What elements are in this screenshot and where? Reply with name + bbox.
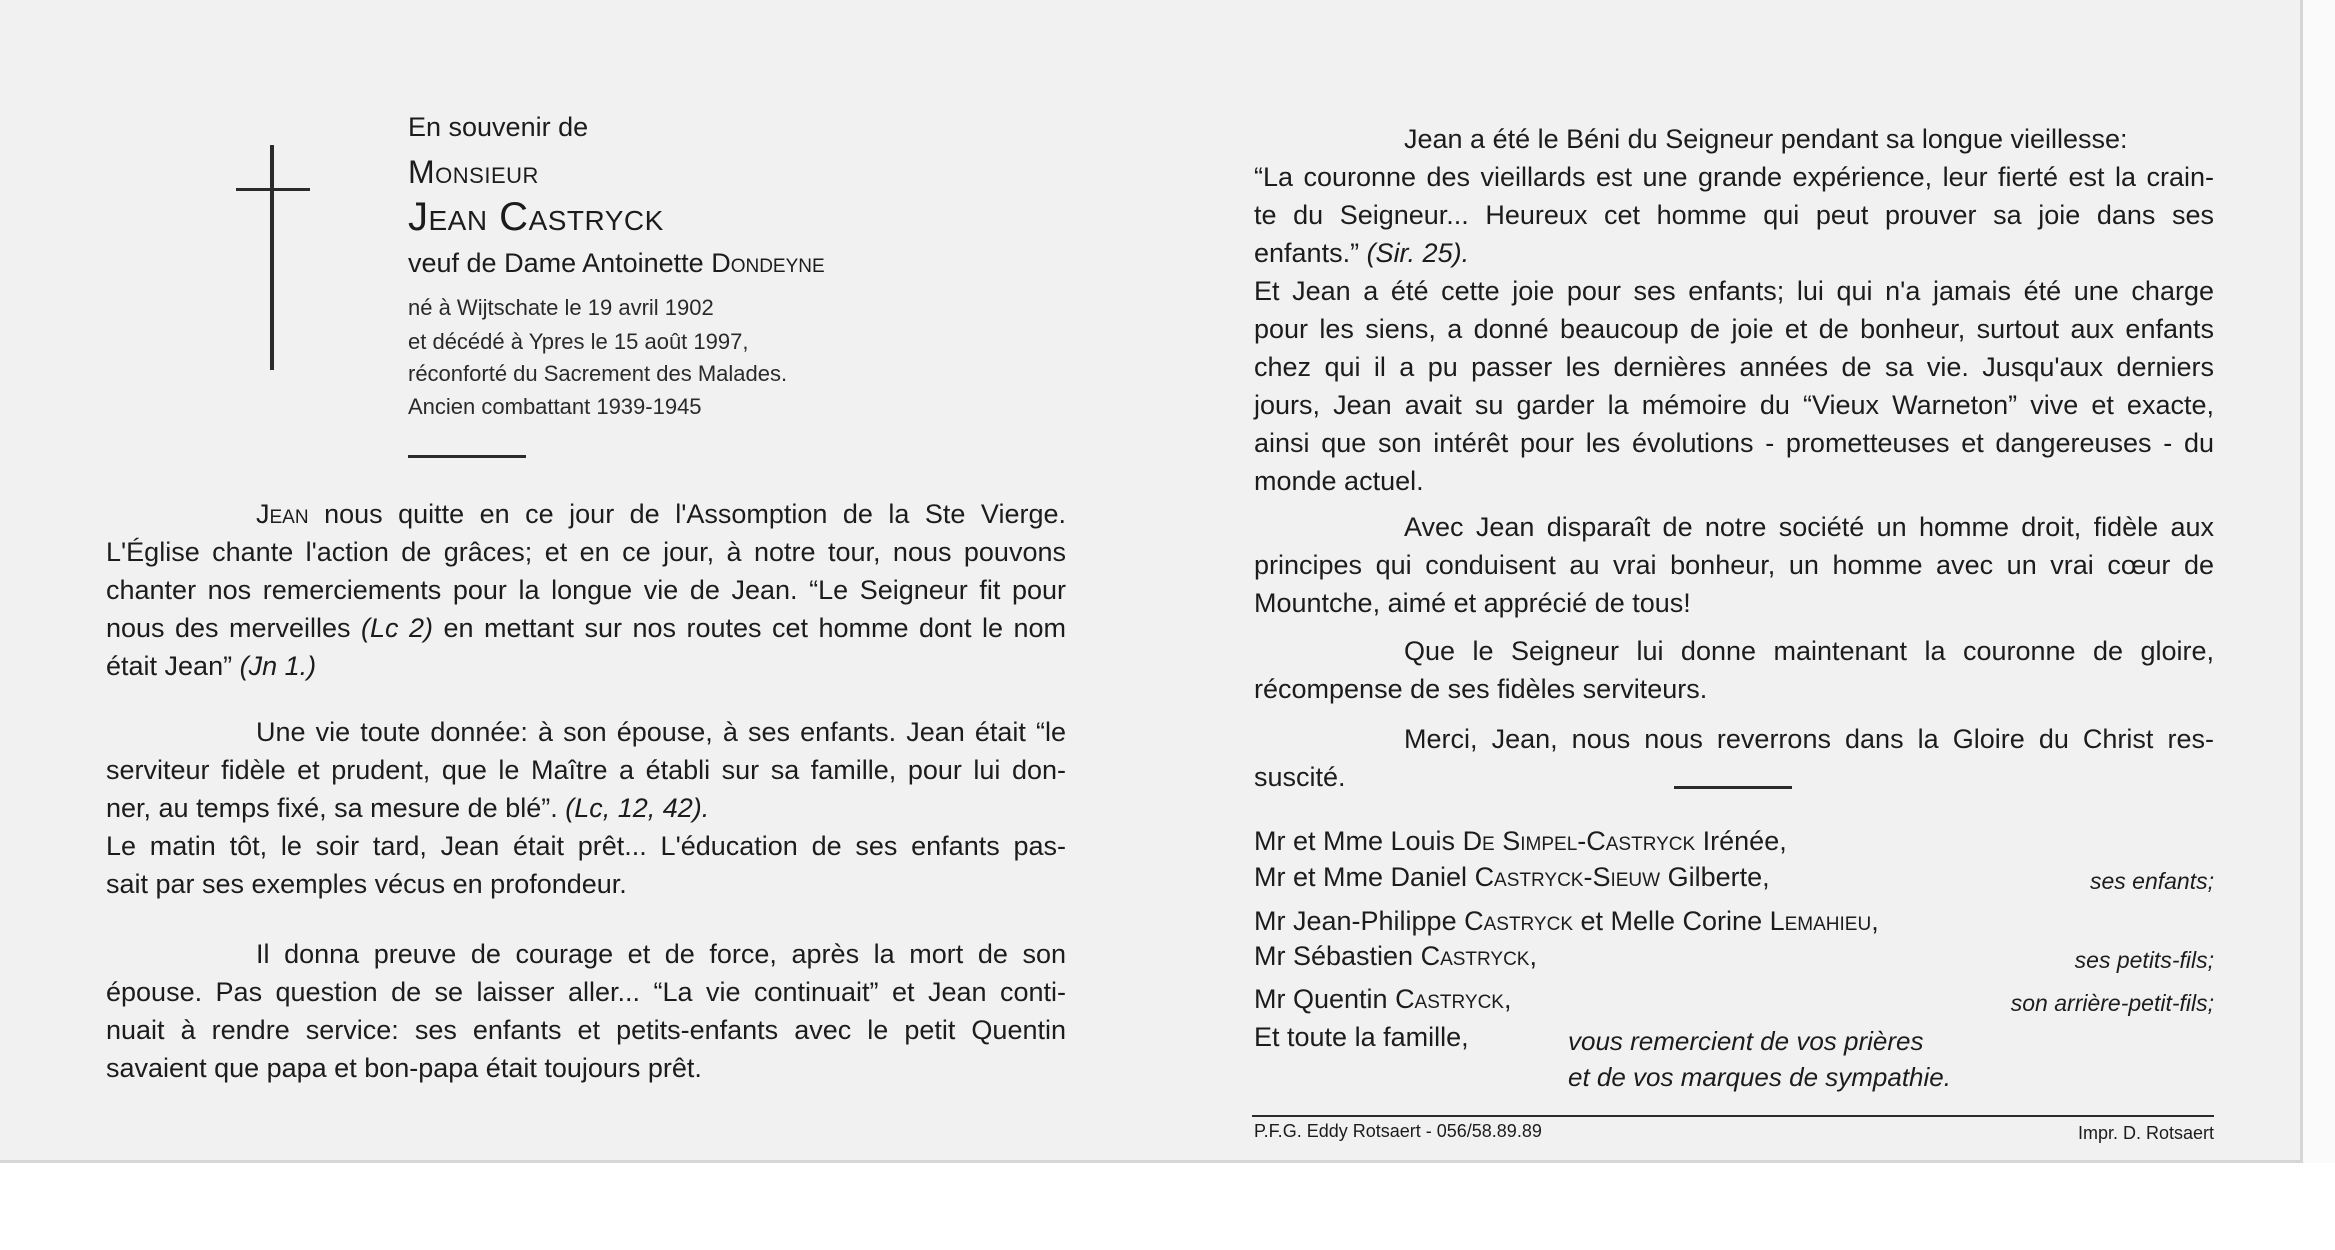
thanks-line-2: et de vos marques de sympathie. xyxy=(1568,1062,1951,1092)
scan-edge xyxy=(2303,0,2335,1170)
text-span: était Jean” xyxy=(106,651,240,681)
citation: (Sir. 25). xyxy=(1366,238,1470,268)
right-paragraph-4 xyxy=(1254,720,2214,796)
text-line: suscité. xyxy=(1254,762,1346,792)
text-line xyxy=(106,609,1066,647)
left-paragraph-1 xyxy=(106,495,1066,685)
citation: (Jn 1.) xyxy=(239,651,317,681)
text-line: chez qui il a pu passer les dernières années de sa vie. Jusqu'aux derniers xyxy=(1254,352,2214,382)
text-span: nous quitte en ce jour de l'Assomption de la Ste Vierge. xyxy=(308,499,1066,529)
text-line: Merci, Jean, nous nous reverrons dans la Gloire du Christ res- xyxy=(1404,724,2214,754)
text-span: Gilberte, xyxy=(1660,862,1770,892)
widower-surname: Dondeyne xyxy=(711,248,825,278)
text-span: , xyxy=(1503,984,1512,1014)
family-line-2 xyxy=(1254,858,1770,896)
text-line xyxy=(106,495,1066,533)
text-span: nous des merveilles xyxy=(106,613,362,643)
text-line: Jean a été le Béni du Seigneur pendant sa longue vieillesse: xyxy=(1404,124,2128,154)
left-paragraph-3 xyxy=(106,935,1066,1087)
surname: Castryck-Sieuw xyxy=(1474,862,1661,892)
text-span: Mr Sébastien xyxy=(1254,941,1421,971)
sacrament-line: réconforté du Sacrement des Malades. xyxy=(408,361,788,386)
thanks-line-1: vous remercient de vos prières xyxy=(1568,1026,1924,1056)
text-span: , xyxy=(1871,906,1879,936)
text-line: te du Seigneur... Heureux cet homme qui peut prouver sa joie dans ses xyxy=(1254,200,2214,230)
text-line: monde actuel. xyxy=(1254,466,1424,496)
cross-icon-bar xyxy=(236,188,310,191)
text-span: en mettant sur nos routes cet homme dont le nom xyxy=(433,613,1066,643)
text-line: “La couronne des vieillards est une grande expérience, leur fierté est la crain- xyxy=(1254,162,2214,192)
citation: (Lc, 12, 42). xyxy=(565,793,710,823)
title-monsieur: Monsieur xyxy=(408,154,539,190)
widower-line xyxy=(408,244,825,282)
text-line: L'Église chante l'action de grâces; et en ce jour, à notre tour, nous pouvons xyxy=(106,537,1066,567)
text-span: enfants.” xyxy=(1254,238,1367,268)
text-span: , xyxy=(1529,941,1537,971)
cross-icon xyxy=(270,145,274,370)
printer: Impr. D. Rotsaert xyxy=(2077,1123,2214,1143)
surname: Castryck xyxy=(1464,906,1573,936)
widower-text: veuf de Dame Antoinette xyxy=(408,248,712,278)
surname: Castryck xyxy=(1395,984,1504,1014)
text-line: sait par ses exemples vécus en profondeur. xyxy=(106,869,627,899)
text-span: et Melle Corine xyxy=(1573,906,1770,936)
right-paragraph-1 xyxy=(1254,120,2214,500)
footer-rule xyxy=(1252,1115,2214,1117)
text-line: Une vie toute donnée: à son épouse, à ses enfants. Jean était “le xyxy=(256,717,1066,747)
text-line: Il donna preuve de courage et de force, après la mort de son xyxy=(256,939,1066,969)
citation: (Lc 2) xyxy=(361,613,433,643)
family-line-6: Et toute la famille, xyxy=(1254,1022,1469,1052)
role-great-grandchild: son arrière-petit-fils; xyxy=(2010,990,2214,1016)
text-line: savaient que papa et bon-papa était toujours prêt. xyxy=(106,1053,702,1083)
right-paragraph-3 xyxy=(1254,632,2214,708)
family-line-5 xyxy=(1254,980,1511,1018)
funeral-home: P.F.G. Eddy Rotsaert - 056/58.89.89 xyxy=(1254,1121,1542,1141)
surname: De Simpel-Castryck xyxy=(1462,826,1696,856)
text-line: Que le Seigneur lui donne maintenant la couronne de gloire, xyxy=(1404,636,2214,666)
text-line xyxy=(106,647,1066,685)
death-line: et décédé à Ypres le 15 août 1997, xyxy=(408,329,749,354)
family-line-3 xyxy=(1254,902,1879,940)
text-line: nuait à rendre service: ses enfants et petits-enfants avec le petit Quentin xyxy=(106,1015,1066,1045)
family-divider xyxy=(1674,786,1792,789)
surname: Castryck xyxy=(1420,941,1530,971)
text-line: pour les siens, a donné beaucoup de joie et de bonheur, surtout aux enfants xyxy=(1254,314,2214,344)
text-line: Mountche, aimé et apprécié de tous! xyxy=(1254,588,1691,618)
text-line xyxy=(106,789,1066,827)
role-children: ses enfants; xyxy=(2089,868,2214,894)
deceased-name: Jean Castryck xyxy=(408,195,664,239)
left-paragraph-2 xyxy=(106,713,1066,903)
text-span: Mr Quentin xyxy=(1254,984,1396,1014)
text-line: Avec Jean disparaît de notre société un homme droit, fidèle aux xyxy=(1404,512,2214,542)
text-span: Mr et Mme Daniel xyxy=(1254,862,1475,892)
text-line: jours, Jean avait su garder la mémoire du “Vieux Warneton” vive et exacte, xyxy=(1254,390,2214,420)
souvenir-line: En souvenir de xyxy=(408,112,589,142)
text-line: serviteur fidèle et prudent, que le Maître a établi sur sa famille, pour lui don- xyxy=(106,755,1066,785)
role-grandchildren: ses petits-fils; xyxy=(2074,947,2214,973)
text-line: principes qui conduisent au vrai bonheur, un homme avec un vrai cœur de xyxy=(1254,550,2214,580)
veteran-line: Ancien combattant 1939-1945 xyxy=(408,394,702,419)
text-line: récompense de ses fidèles serviteurs. xyxy=(1254,674,1708,704)
text-line: Et Jean a été cette joie pour ses enfants; lui qui n'a jamais été une charge xyxy=(1254,276,2214,306)
surname: Lemahieu xyxy=(1769,906,1872,936)
jean-smallcaps: Jean xyxy=(256,499,309,529)
right-paragraph-2 xyxy=(1254,508,2214,622)
text-line xyxy=(1254,234,2214,272)
text-span: Mr Jean-Philippe xyxy=(1254,906,1465,936)
text-span: Irénée, xyxy=(1695,826,1787,856)
text-line: chanter nos remerciements pour la longue vie de Jean. “Le Seigneur fit pour xyxy=(106,575,1066,605)
text-line: Le matin tôt, le soir tard, Jean était prêt... L'éducation de ses enfants pas- xyxy=(106,831,1066,861)
header-divider xyxy=(408,455,526,458)
family-line-1 xyxy=(1254,822,1787,860)
text-line: épouse. Pas question de se laisser aller... “La vie continuait” et Jean conti- xyxy=(106,977,1066,1007)
birth-line: né à Wijtschate le 19 avril 1902 xyxy=(408,295,714,320)
text-span: Mr et Mme Louis xyxy=(1254,826,1463,856)
text-span: ner, au temps fixé, sa mesure de blé”. xyxy=(106,793,566,823)
family-line-4 xyxy=(1254,937,1537,975)
scan-margin xyxy=(0,1163,2335,1250)
text-line: ainsi que son intérêt pour les évolutions - prometteuses et dangereuses - du xyxy=(1254,428,2214,458)
